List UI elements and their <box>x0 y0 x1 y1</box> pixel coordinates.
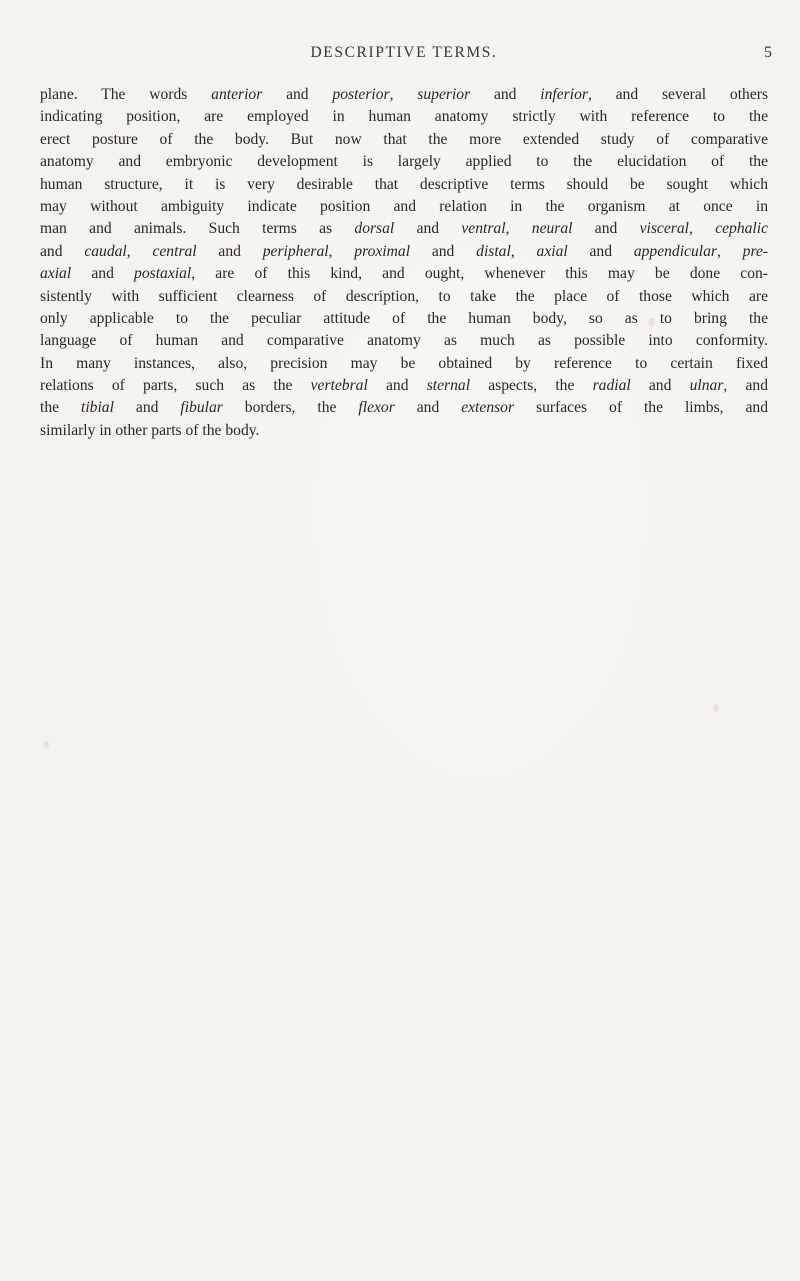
text-run: similarly in other parts of the body. <box>40 421 260 439</box>
text-run: sistently with sufficient clearness of description, to take the place of those which are <box>40 287 768 305</box>
running-head <box>40 44 772 72</box>
text-line <box>40 151 768 173</box>
italic-term: sternal <box>426 377 471 395</box>
text-run: surfaces of the limbs, and <box>514 399 769 417</box>
text-run: and <box>567 242 634 260</box>
text-line <box>40 263 768 285</box>
italic-term: posterior <box>332 86 390 103</box>
text-run: and <box>394 220 462 238</box>
italic-term: central <box>152 242 197 260</box>
text-run: , and <box>723 377 768 395</box>
text-run: and <box>470 86 541 103</box>
text-run: , <box>505 220 532 238</box>
text-run: only applicable to the peculiar attitude of the human body, so as to bring the <box>40 309 768 327</box>
italic-term: peripheral <box>262 242 329 260</box>
text-run: , and several others <box>587 86 769 103</box>
italic-term: inferior <box>540 86 588 103</box>
paper-stain <box>44 741 49 748</box>
text-run: and <box>410 242 477 260</box>
text-line <box>40 106 768 128</box>
text-run: aspects, the <box>470 377 593 395</box>
text-run: the <box>40 399 82 417</box>
text-run: , <box>688 220 716 238</box>
text-run: man and animals. Such terms as <box>40 220 355 238</box>
text-line <box>40 129 768 151</box>
text-run: and <box>367 377 427 395</box>
text-run: human structure, it is very desirable that descriptive terms should be sought which <box>40 175 768 193</box>
text-run: language of human and comparative anatomy as much as possible into conformity. <box>40 332 768 350</box>
italic-term: caudal <box>84 242 127 260</box>
text-run: and <box>71 265 135 283</box>
text-line <box>40 397 768 419</box>
italic-term: vertebral <box>310 377 368 395</box>
text-run: In many instances, also, precision may be obtained by reference to certain fixed <box>40 354 768 372</box>
text-run: anatomy and embryonic development is largely applied to the elucidation of the <box>40 153 768 171</box>
italic-term: superior <box>417 86 471 103</box>
text-line <box>40 241 768 263</box>
text-run: , <box>389 86 418 103</box>
italic-term: radial <box>592 377 631 395</box>
italic-term: fibular <box>180 399 223 417</box>
text-line <box>40 196 768 218</box>
italic-term: axial <box>40 265 72 283</box>
italic-term: flexor <box>358 399 395 417</box>
text-run: and <box>196 242 263 260</box>
text-line <box>40 218 768 240</box>
text-run: , <box>126 242 153 260</box>
paper-stain <box>713 704 719 712</box>
text-run: borders, the <box>222 399 359 417</box>
italic-term: tibial <box>81 399 114 417</box>
text-line <box>40 330 768 352</box>
text-line <box>40 420 768 442</box>
italic-term: proximal <box>354 242 411 260</box>
text-run: , are of this kind, and ought, whenever this may be done con- <box>191 265 769 283</box>
italic-term: axial <box>536 242 568 260</box>
italic-term: pre- <box>742 242 769 260</box>
text-line <box>40 375 768 397</box>
italic-term: distal <box>476 242 511 260</box>
text-run: may without ambiguity indicate position and relation in the organism at once in <box>40 197 768 215</box>
body-paragraph <box>40 84 768 442</box>
italic-term: cephalic <box>715 220 769 238</box>
text-line <box>40 84 768 106</box>
italic-term: anterior <box>211 86 263 103</box>
italic-term: postaxial <box>134 265 192 283</box>
running-title: DESCRIPTIVE TERMS. <box>310 44 498 61</box>
italic-term: appendicular <box>633 242 717 260</box>
text-line <box>40 286 768 308</box>
text-run: and <box>113 399 181 417</box>
text-run: and <box>630 377 690 395</box>
text-run: , <box>328 242 355 260</box>
text-line <box>40 353 768 375</box>
text-run: , <box>510 242 537 260</box>
page-number: 5 <box>764 44 772 61</box>
italic-term: dorsal <box>354 220 395 238</box>
text-run: and <box>40 242 85 260</box>
text-run: erect posture of the body. But now that the more extended study of comparative <box>40 130 768 148</box>
italic-term: ventral <box>461 220 506 238</box>
text-run: indicating position, are employed in human anatomy strictly with reference to the <box>40 108 768 126</box>
italic-term: ulnar <box>689 377 724 395</box>
text-run: plane. The words <box>40 86 212 103</box>
text-run: , <box>716 242 743 260</box>
italic-term: visceral <box>639 220 689 238</box>
text-run: relations of parts, such as the <box>40 377 311 395</box>
text-line <box>40 174 768 196</box>
text-run: and <box>572 220 640 238</box>
text-line <box>40 308 768 330</box>
text-run: and <box>262 86 333 103</box>
italic-term: extensor <box>461 399 515 417</box>
text-run: and <box>394 399 462 417</box>
italic-term: neural <box>531 220 573 238</box>
